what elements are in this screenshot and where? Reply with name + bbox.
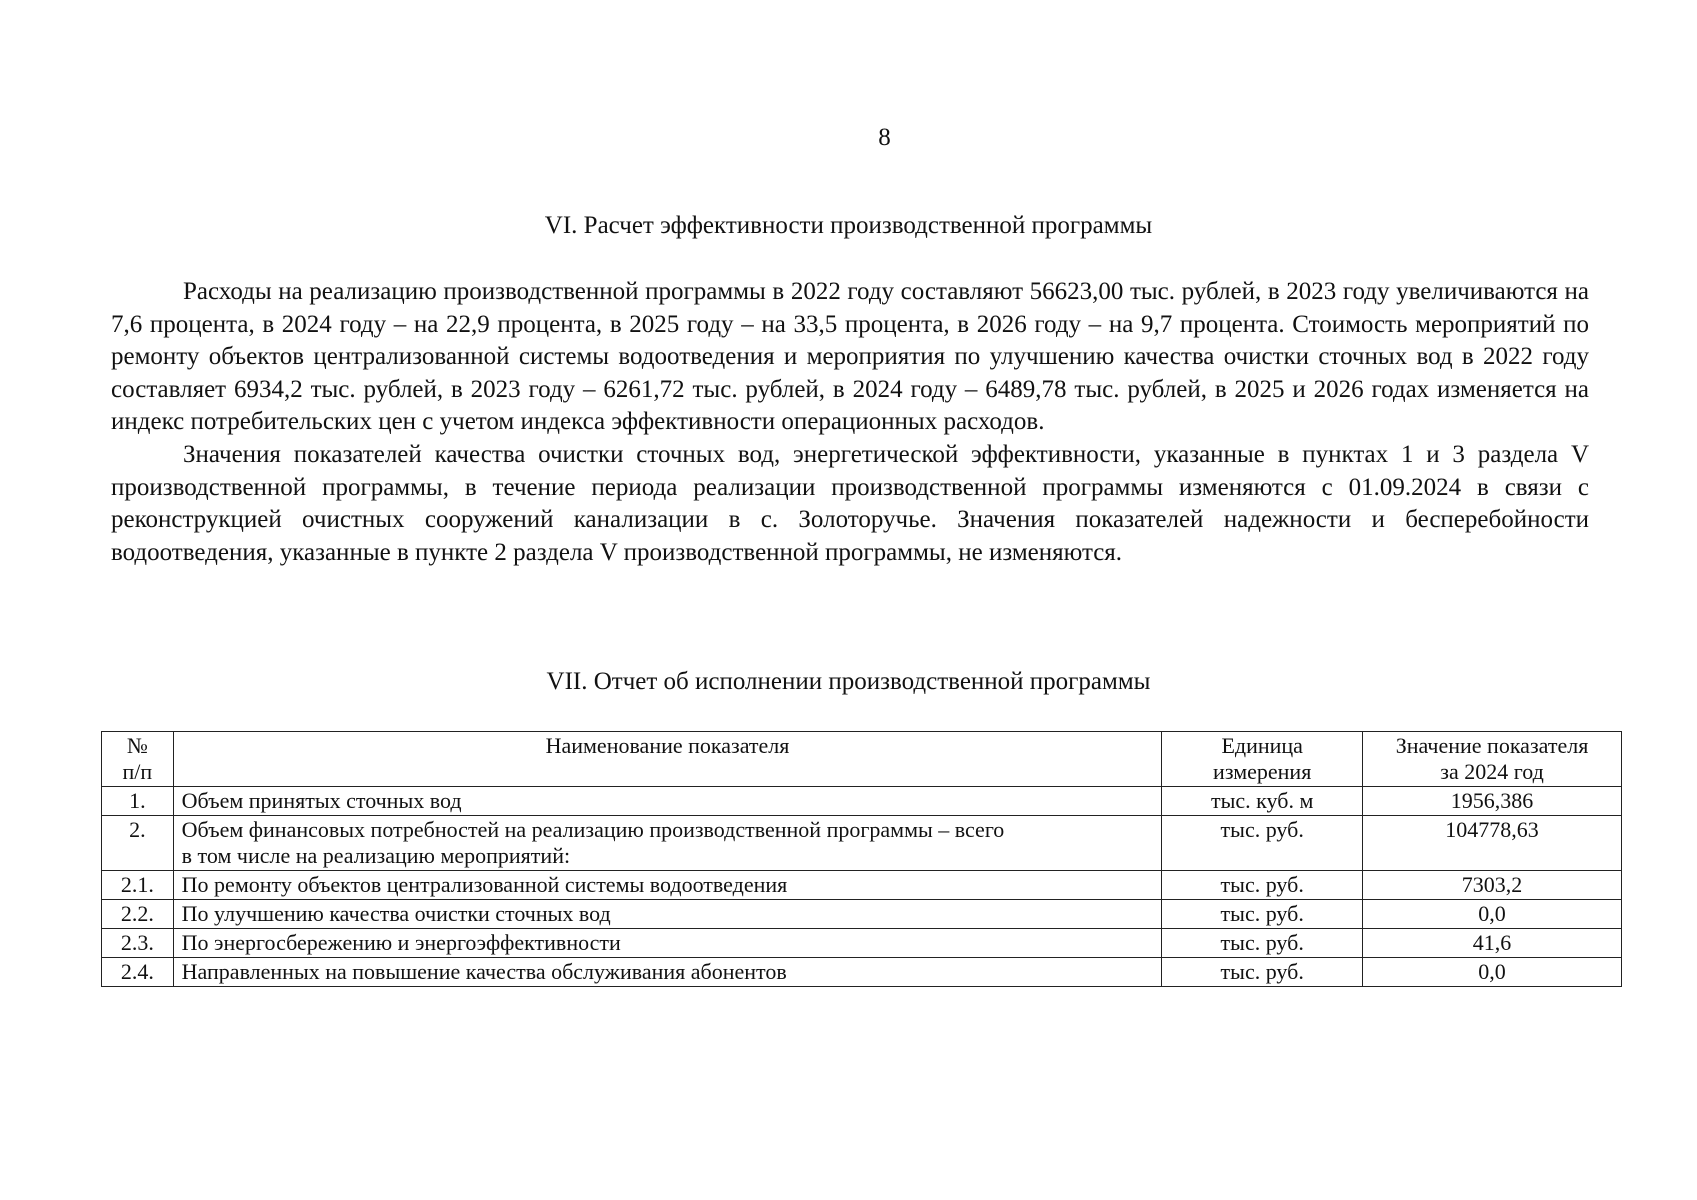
table-header-row [102, 732, 1622, 787]
header-num-line1: № [126, 733, 148, 758]
table-row [102, 787, 1622, 816]
header-unit-line2: измерения [1213, 759, 1312, 784]
header-value-line2: за 2024 год [1440, 759, 1544, 784]
row-name: По ремонту объектов централизованной системы водоотведения [173, 871, 1162, 900]
paragraph-expenses: Расходы на реализацию производственной программы в 2022 году составляют 56623,00 тыс. рублей, в 2023 году увеличиваются на 7,6 процента, в 2024 году – на 22,9 процента, в 2025 году – на 33,5 процента, в 2026 году – на 9,7 процента. Стоимость мероприятий по ремонту объектов централизованной системы водоотведения и мероприятия по улучшению качества очистки сточных вод в 2022 году составляет 6934,2 тыс. рублей, в 2023 году – 6261,72 тыс. рублей, в 2024 году – 6489,78 тыс. рублей, в 2025 и 2026 годах изменяется на индекс потребительских цен с учетом индекса эффективности операционных расходов. [111, 278, 1589, 436]
row-name: По улучшению качества очистки сточных вод [173, 900, 1162, 929]
row-value: 1956,386 [1363, 787, 1622, 816]
row-value: 0,0 [1363, 958, 1622, 987]
header-unit-line1: Единица [1221, 733, 1303, 758]
table-row [102, 900, 1622, 929]
row-name: Объем принятых сточных вод [173, 787, 1162, 816]
row-num: 2.2. [102, 900, 174, 929]
section-6-body [111, 276, 1589, 569]
report-table [101, 731, 1622, 987]
row-unit: тыс. руб. [1162, 871, 1363, 900]
row-name: Направленных на повышение качества обслуживания абонентов [173, 958, 1162, 987]
page-number: 8 [878, 124, 891, 151]
row-num: 2.3. [102, 929, 174, 958]
row-unit: тыс. куб. м [1162, 787, 1363, 816]
row-name-line1: Объем финансовых потребностей на реализацию производственной программы – всего [181, 817, 1005, 842]
header-unit [1162, 732, 1363, 787]
row-unit: тыс. руб. [1162, 958, 1363, 987]
header-value-line1: Значение показателя [1395, 733, 1589, 758]
row-name-line2: в том числе на реализацию мероприятий: [181, 843, 571, 868]
paragraph-indicators: Значения показателей качества очистки сточных вод, энергетической эффективности, указанные в пунктах 1 и 3 раздела V производственной программы, в течение периода реализации производственной программы изменяются с 01.09.2024 в связи с реконструкцией очистных сооружений канализации в с. Золоторучье. Значения показателей надежности и бесперебойности водоотведения, указанные в пункте 2 раздела V производственной программы, не изменяются. [111, 440, 1589, 566]
header-value [1363, 732, 1622, 787]
row-value: 0,0 [1363, 900, 1622, 929]
header-num-line2: п/п [122, 759, 153, 784]
table-row [102, 871, 1622, 900]
row-unit: тыс. руб. [1162, 929, 1363, 958]
row-unit: тыс. руб. [1162, 816, 1363, 871]
header-name: Наименование показателя [173, 732, 1162, 787]
row-unit: тыс. руб. [1162, 900, 1363, 929]
row-value: 104778,63 [1363, 816, 1622, 871]
row-num: 2.1. [102, 871, 174, 900]
row-num: 2.4. [102, 958, 174, 987]
section-6-title: VI. Расчет эффективности производственной программы [544, 212, 1153, 239]
header-num [102, 732, 174, 787]
row-name [173, 816, 1162, 871]
row-num: 2. [102, 816, 174, 871]
section-7-title: VII. Отчет об исполнении производственной программы [546, 668, 1151, 695]
row-value: 41,6 [1363, 929, 1622, 958]
table-row [102, 929, 1622, 958]
table-row [102, 958, 1622, 987]
row-name: По энергосбережению и энергоэффективности [173, 929, 1162, 958]
row-value: 7303,2 [1363, 871, 1622, 900]
row-num: 1. [102, 787, 174, 816]
table-row [102, 816, 1622, 871]
